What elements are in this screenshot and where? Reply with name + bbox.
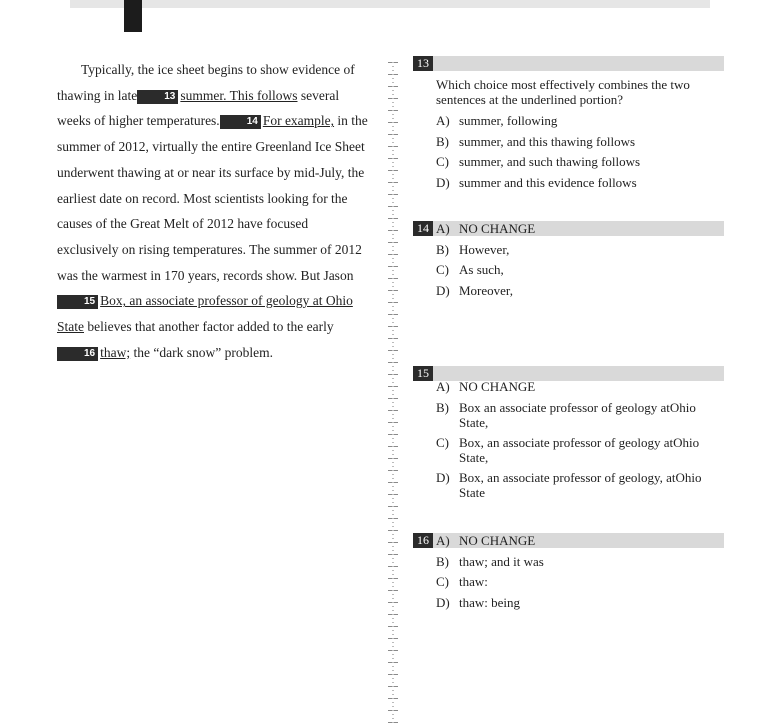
option-letter: C)	[436, 434, 449, 450]
question-marker-14[interactable]: 14	[220, 115, 261, 129]
answer-option-c[interactable]	[436, 154, 721, 169]
question-header-13	[413, 56, 724, 71]
answer-option-c[interactable]	[436, 435, 721, 465]
option-text: summer and this evidence follows	[459, 174, 637, 190]
reading-passage	[57, 57, 372, 365]
option-text: NO CHANGE	[459, 533, 536, 548]
question-number: 16	[413, 533, 433, 548]
question-number: 15	[413, 366, 433, 381]
answer-option-c[interactable]	[436, 262, 721, 277]
question-14	[436, 221, 721, 303]
option-letter: D)	[436, 594, 450, 610]
passage-text: the “dark snow” problem.	[130, 344, 273, 360]
answer-option-d[interactable]	[436, 283, 721, 298]
option-letter: A)	[436, 221, 450, 236]
option-text: thaw: being	[459, 594, 521, 610]
option-text: NO CHANGE	[459, 379, 536, 394]
option-letter: D)	[436, 469, 450, 485]
option-text: summer, and this thawing follows	[459, 133, 636, 149]
answer-option-d[interactable]	[436, 470, 721, 500]
option-letter: B)	[436, 399, 449, 415]
option-letter: C)	[436, 574, 449, 590]
underlined-portion-16[interactable]: thaw;	[100, 344, 131, 360]
option-letter: A)	[436, 379, 450, 394]
page-header-band	[70, 0, 710, 8]
question-number: 13	[413, 56, 433, 71]
answer-option-a[interactable]	[436, 533, 721, 548]
question-16	[436, 533, 721, 615]
option-text: summer, and such thawing follows	[459, 154, 641, 170]
passage-paragraph	[57, 57, 372, 365]
option-letter: A)	[436, 533, 450, 548]
answer-option-c[interactable]	[436, 574, 721, 589]
column-divider	[388, 62, 398, 724]
answer-option-b[interactable]	[436, 554, 721, 569]
question-number: 14	[413, 221, 433, 236]
option-letter: D)	[436, 174, 450, 190]
option-text: thaw; and it was	[459, 553, 544, 569]
question-13	[436, 77, 721, 195]
answer-option-a[interactable]	[436, 379, 721, 394]
underlined-portion-14[interactable]: For example,	[262, 113, 335, 129]
option-text: Box, an associate professor of geology atOhio State,	[459, 434, 700, 465]
answer-option-b[interactable]	[436, 134, 721, 149]
answer-option-a[interactable]	[436, 113, 721, 128]
passage-text: in the summer of 2012, virtually the entire Greenland Ice Sheet underwent thawing at or near its surface by mid-July, the earliest date on record. Most scientists looking for the causes of the Great Melt of 2012 have focused exclusively on rising temperatures. The summer of 2012 was the warmest in 170 years, records show. But Jason	[57, 113, 368, 283]
page-header-tab	[124, 0, 142, 32]
option-text: As such,	[459, 262, 504, 278]
option-letter: B)	[436, 553, 449, 569]
option-text: Moreover,	[459, 282, 513, 298]
option-text: Box, an associate professor of geology, atOhio State	[459, 469, 702, 500]
underlined-portion-13[interactable]: summer. This follows	[180, 87, 298, 103]
answer-option-b[interactable]	[436, 242, 721, 257]
passage-text: believes that another factor added to the early	[84, 319, 334, 335]
option-text: However,	[459, 241, 510, 257]
question-15	[436, 379, 721, 505]
question-marker-15[interactable]: 15	[57, 295, 98, 309]
question-marker-16[interactable]: 16	[57, 347, 98, 361]
option-letter: B)	[436, 241, 449, 257]
option-text: thaw:	[459, 574, 488, 590]
question-marker-13[interactable]: 13	[137, 90, 178, 104]
answer-option-d[interactable]	[436, 175, 721, 190]
option-letter: C)	[436, 262, 449, 278]
option-text: summer, following	[459, 113, 558, 128]
answer-option-a[interactable]	[436, 221, 721, 236]
option-text: NO CHANGE	[459, 221, 536, 236]
option-text: Box an associate professor of geology atOhio State,	[459, 399, 696, 430]
option-letter: D)	[436, 282, 450, 298]
question-stem: Which choice most effectively combines the two sentences at the underlined portion?	[436, 77, 690, 107]
passage-text: several weeks of higher temperatures.	[57, 87, 340, 129]
option-letter: B)	[436, 133, 449, 149]
answer-option-d[interactable]	[436, 595, 721, 610]
option-letter: C)	[436, 154, 449, 170]
passage-text: Typically, the ice sheet begins to show evidence of thawing in late	[57, 62, 355, 103]
option-letter: A)	[436, 113, 450, 128]
answer-option-b[interactable]	[436, 400, 721, 430]
underlined-portion-15[interactable]: Box, an associate professor of geology at Ohio State	[57, 293, 353, 335]
